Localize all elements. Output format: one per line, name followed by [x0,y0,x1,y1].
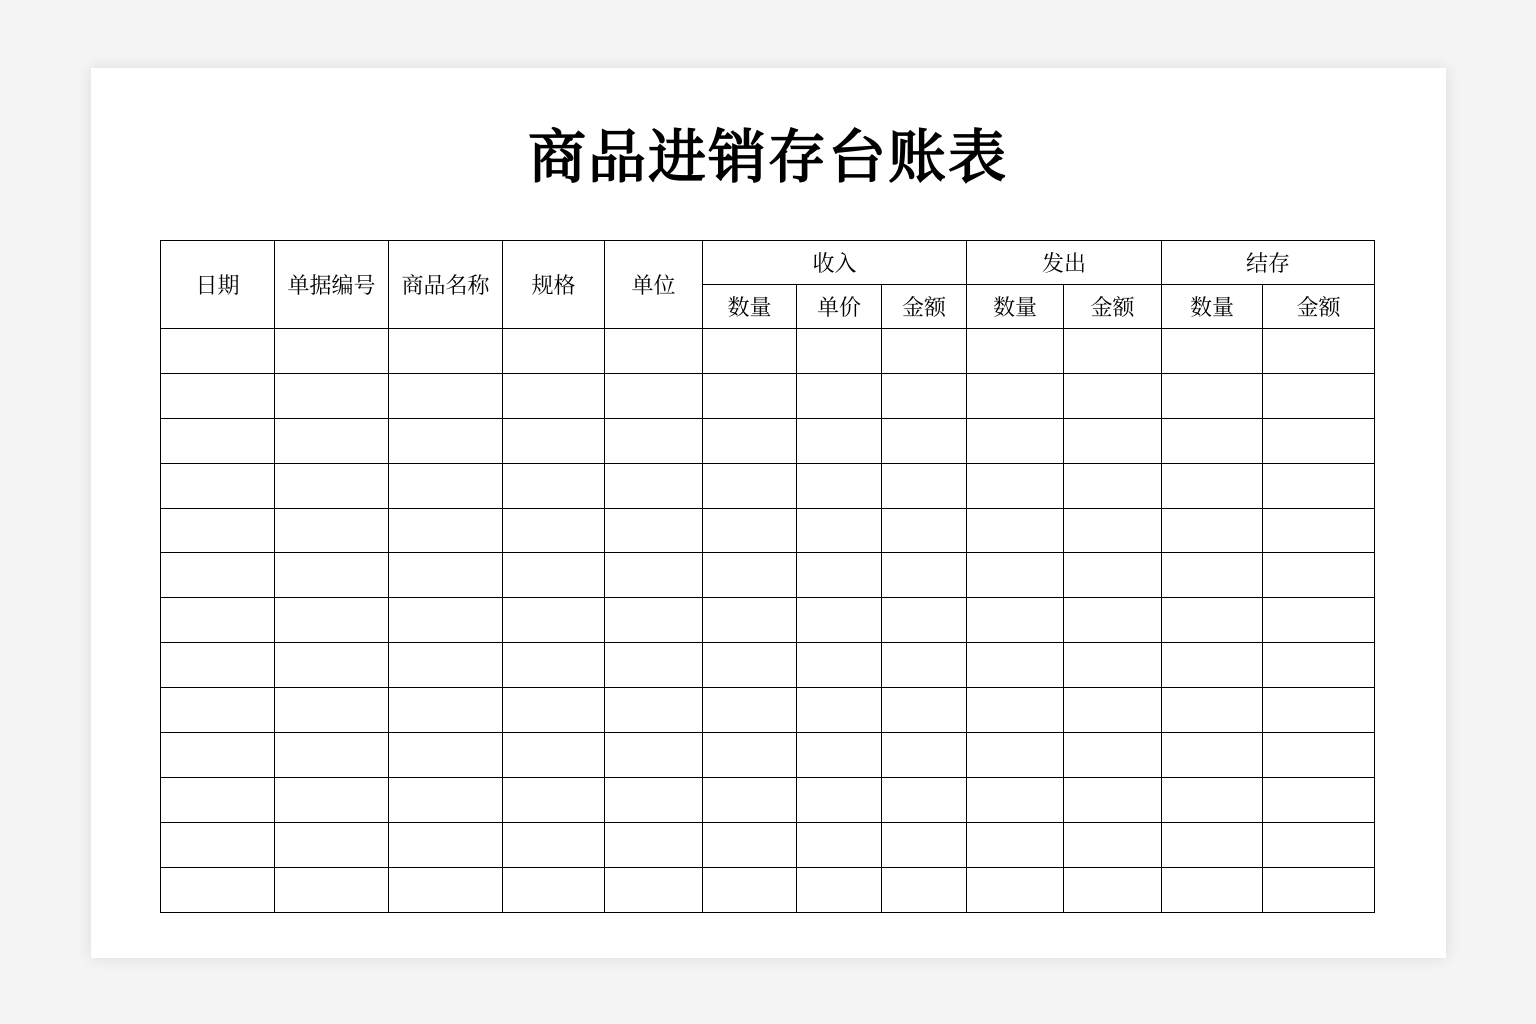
table-cell[interactable] [389,508,503,553]
table-cell[interactable] [797,598,882,643]
table-cell[interactable] [882,688,967,733]
header-income-amount: 金额 [882,285,967,329]
table-cell[interactable] [161,777,275,822]
table-cell[interactable] [503,777,605,822]
table-cell[interactable] [882,329,967,374]
table-row [161,598,1375,643]
table-cell[interactable] [1263,643,1375,688]
table-cell[interactable] [1263,777,1375,822]
table-cell[interactable] [703,508,797,553]
table-cell[interactable] [389,463,503,508]
table-cell[interactable] [161,373,275,418]
table-row [161,373,1375,418]
table-cell[interactable] [503,553,605,598]
table-cell[interactable] [1162,463,1263,508]
header-balance: 结存 [1162,241,1375,285]
table-cell[interactable] [161,508,275,553]
table-cell[interactable] [703,777,797,822]
table-cell[interactable] [389,553,503,598]
table-cell[interactable] [967,777,1064,822]
table-cell[interactable] [503,733,605,778]
table-cell[interactable] [1263,733,1375,778]
header-balance-amount: 金额 [1263,285,1375,329]
table-cell[interactable] [503,822,605,867]
table-cell[interactable] [161,329,275,374]
table-cell[interactable] [161,463,275,508]
table-cell[interactable] [389,733,503,778]
table-cell[interactable] [1064,822,1162,867]
table-cell[interactable] [967,373,1064,418]
table-cell[interactable] [389,329,503,374]
table-row [161,688,1375,733]
table-cell[interactable] [275,643,389,688]
table-cell[interactable] [605,553,703,598]
table-cell[interactable] [275,508,389,553]
table-cell[interactable] [703,373,797,418]
table-cell[interactable] [389,777,503,822]
table-cell[interactable] [1263,463,1375,508]
table-cell[interactable] [797,733,882,778]
table-cell[interactable] [275,463,389,508]
table-row [161,733,1375,778]
table-row [161,822,1375,867]
table-cell[interactable] [797,688,882,733]
table-row [161,777,1375,822]
table-cell[interactable] [1263,373,1375,418]
table-cell[interactable] [389,688,503,733]
table-cell[interactable] [161,643,275,688]
table-cell[interactable] [967,867,1064,912]
table-cell[interactable] [1162,329,1263,374]
table-cell[interactable] [703,643,797,688]
table-cell[interactable] [1263,553,1375,598]
table-cell[interactable] [703,733,797,778]
table-cell[interactable] [389,418,503,463]
table-cell[interactable] [275,733,389,778]
table-cell[interactable] [1162,867,1263,912]
table-cell[interactable] [967,733,1064,778]
table-row [161,329,1375,374]
table-cell[interactable] [797,329,882,374]
header-balance-qty: 数量 [1162,285,1263,329]
table-cell[interactable] [605,822,703,867]
header-income-qty: 数量 [703,285,797,329]
table-cell[interactable] [797,463,882,508]
table-cell[interactable] [161,553,275,598]
table-cell[interactable] [1162,418,1263,463]
table-cell[interactable] [1263,418,1375,463]
table-cell[interactable] [967,463,1064,508]
table-cell[interactable] [605,643,703,688]
table-cell[interactable] [1162,688,1263,733]
header-outgo: 发出 [967,241,1162,285]
header-product-name: 商品名称 [389,241,503,329]
table-cell[interactable] [882,553,967,598]
table-cell[interactable] [503,643,605,688]
table-cell[interactable] [503,867,605,912]
table-cell[interactable] [275,329,389,374]
table-cell[interactable] [605,508,703,553]
table-cell[interactable] [389,373,503,418]
table-cell[interactable] [703,867,797,912]
table-cell[interactable] [797,822,882,867]
table-cell[interactable] [1263,329,1375,374]
table-cell[interactable] [1162,643,1263,688]
table-cell[interactable] [1064,777,1162,822]
table-cell[interactable] [1263,508,1375,553]
table-cell[interactable] [605,688,703,733]
table-cell[interactable] [1064,867,1162,912]
table-cell[interactable] [605,418,703,463]
table-row [161,867,1375,912]
table-cell[interactable] [1162,598,1263,643]
table-cell[interactable] [882,598,967,643]
ledger-body [161,329,1375,913]
header-unit: 单位 [605,241,703,329]
table-cell[interactable] [882,822,967,867]
table-cell[interactable] [1162,733,1263,778]
table-cell[interactable] [605,867,703,912]
table-cell[interactable] [1064,329,1162,374]
table-cell[interactable] [703,463,797,508]
table-cell[interactable] [797,553,882,598]
table-cell[interactable] [389,643,503,688]
table-cell[interactable] [882,777,967,822]
table-cell[interactable] [1064,643,1162,688]
table-cell[interactable] [605,777,703,822]
table-cell[interactable] [882,733,967,778]
header-outgo-amount: 金额 [1064,285,1162,329]
table-cell[interactable] [797,777,882,822]
table-cell[interactable] [703,553,797,598]
table-cell[interactable] [389,867,503,912]
page-title: 商品进销存台账表 [527,123,1008,191]
table-cell[interactable] [1064,418,1162,463]
header-outgo-qty: 数量 [967,285,1064,329]
table-cell[interactable] [1263,598,1375,643]
table-cell[interactable] [1162,822,1263,867]
table-row [161,553,1375,598]
table-cell[interactable] [503,463,605,508]
table-cell[interactable] [161,688,275,733]
table-cell[interactable] [703,329,797,374]
table-cell[interactable] [797,867,882,912]
table-cell[interactable] [389,822,503,867]
header-income: 收入 [703,241,967,285]
table-cell[interactable] [967,553,1064,598]
table-cell[interactable] [967,822,1064,867]
table-cell[interactable] [605,598,703,643]
table-cell[interactable] [275,418,389,463]
table-cell[interactable] [605,463,703,508]
table-cell[interactable] [1064,373,1162,418]
table-cell[interactable] [1162,373,1263,418]
table-cell[interactable] [275,373,389,418]
table-cell[interactable] [161,418,275,463]
table-cell[interactable] [967,643,1064,688]
table-cell[interactable] [503,373,605,418]
table-cell[interactable] [605,329,703,374]
table-cell[interactable] [1162,777,1263,822]
table-cell[interactable] [605,733,703,778]
table-cell[interactable] [882,508,967,553]
table-cell[interactable] [703,822,797,867]
table-cell[interactable] [503,598,605,643]
table-cell[interactable] [161,733,275,778]
table-cell[interactable] [967,418,1064,463]
table-cell[interactable] [797,643,882,688]
table-cell[interactable] [703,598,797,643]
table-cell[interactable] [275,822,389,867]
header-date: 日期 [161,241,275,329]
table-cell[interactable] [503,688,605,733]
table-cell[interactable] [1263,822,1375,867]
table-cell[interactable] [1263,688,1375,733]
header-spec: 规格 [503,241,605,329]
table-cell[interactable] [503,508,605,553]
table-cell[interactable] [389,598,503,643]
table-cell[interactable] [797,508,882,553]
table-cell[interactable] [1064,733,1162,778]
table-cell[interactable] [605,373,703,418]
table-cell[interactable] [1263,867,1375,912]
table-cell[interactable] [1064,688,1162,733]
table-cell[interactable] [797,373,882,418]
table-cell[interactable] [161,867,275,912]
table-cell[interactable] [275,553,389,598]
table-row [161,508,1375,553]
table-cell[interactable] [967,598,1064,643]
ledger-table [160,240,1375,913]
table-cell[interactable] [1162,508,1263,553]
table-row [161,463,1375,508]
table-cell[interactable] [275,867,389,912]
table-cell[interactable] [882,643,967,688]
table-cell[interactable] [1064,553,1162,598]
table-cell[interactable] [503,329,605,374]
table-cell[interactable] [967,508,1064,553]
table-cell[interactable] [275,598,389,643]
table-cell[interactable] [161,598,275,643]
table-cell[interactable] [882,463,967,508]
table-cell[interactable] [703,688,797,733]
table-cell[interactable] [797,418,882,463]
table-cell[interactable] [275,688,389,733]
table-cell[interactable] [703,418,797,463]
table-cell[interactable] [503,418,605,463]
table-cell[interactable] [882,418,967,463]
table-cell[interactable] [161,822,275,867]
table-row [161,643,1375,688]
table-cell[interactable] [967,688,1064,733]
table-cell[interactable] [1162,553,1263,598]
table-cell[interactable] [1064,508,1162,553]
table-cell[interactable] [882,373,967,418]
header-income-price: 单价 [797,285,882,329]
table-cell[interactable] [275,777,389,822]
table-cell[interactable] [882,867,967,912]
header-doc-no: 单据编号 [275,241,389,329]
table-cell[interactable] [967,329,1064,374]
table-cell[interactable] [1064,463,1162,508]
table-cell[interactable] [1064,598,1162,643]
table-row [161,418,1375,463]
